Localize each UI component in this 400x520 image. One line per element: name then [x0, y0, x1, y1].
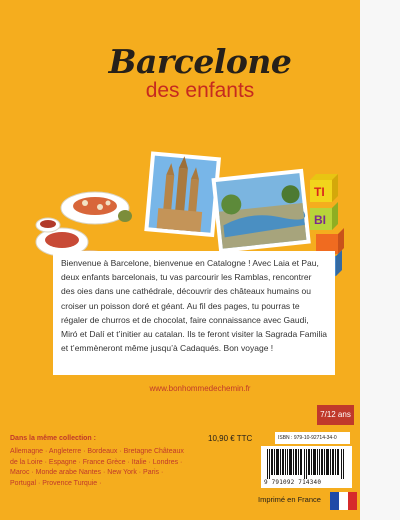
barcode-bars	[267, 449, 346, 479]
made-in-label: Imprimé en France	[258, 495, 321, 504]
barcode	[261, 446, 352, 488]
block-letter-ti: TI	[314, 185, 325, 199]
block-letter-bi: BI	[314, 213, 326, 227]
isbn-label: ISBN : 979-10-92714-34-0	[275, 432, 350, 444]
park-guell-photo	[211, 169, 310, 253]
age-range-badge: 7/12 ans	[317, 405, 354, 425]
book-subtitle: des enfants	[145, 79, 255, 102]
collection-list: Allemagne · Angleterre · Bordeaux · Bretagne Châteaux de la Loire · Espagne · France Grèce · Italie · Londres · Maroc · Monde arabe Nantes · New York · Paris · Portugal · Provence Turquie ·	[10, 448, 184, 487]
collection-heading: Dans la même collection :	[10, 435, 96, 442]
price-label: 10,90 € TTC	[208, 434, 253, 443]
book-title: Barcelone	[108, 42, 292, 81]
blurb-text: Bienvenue à Barcelone, bienvenue en Catalogne ! Avec Laia et Pau, deux enfants barcelonais, tu vas parcourir les Ramblas, rencontrer des oies dans une cathédrale, découvrir des châteaux humains ou croiser un poisson doré et géant. Au fil des pages, tu pourras te régaler de churros et de chocolat, faire connaissance avec Gaudi, Miró et Dalí et t’initier au catalan. Ils te feront visiter la Sagrada Familia et t’emmèneront même jusqu’à Cadaqués. Bon voyage !	[61, 258, 327, 354]
blurb-box	[53, 251, 335, 375]
barcode-digits: 9 791092 714340	[264, 479, 322, 486]
sagrada-familia-photo	[144, 151, 221, 237]
website-link[interactable]: www.bonhommedechemin.fr	[149, 384, 251, 393]
french-flag-icon	[330, 492, 357, 510]
